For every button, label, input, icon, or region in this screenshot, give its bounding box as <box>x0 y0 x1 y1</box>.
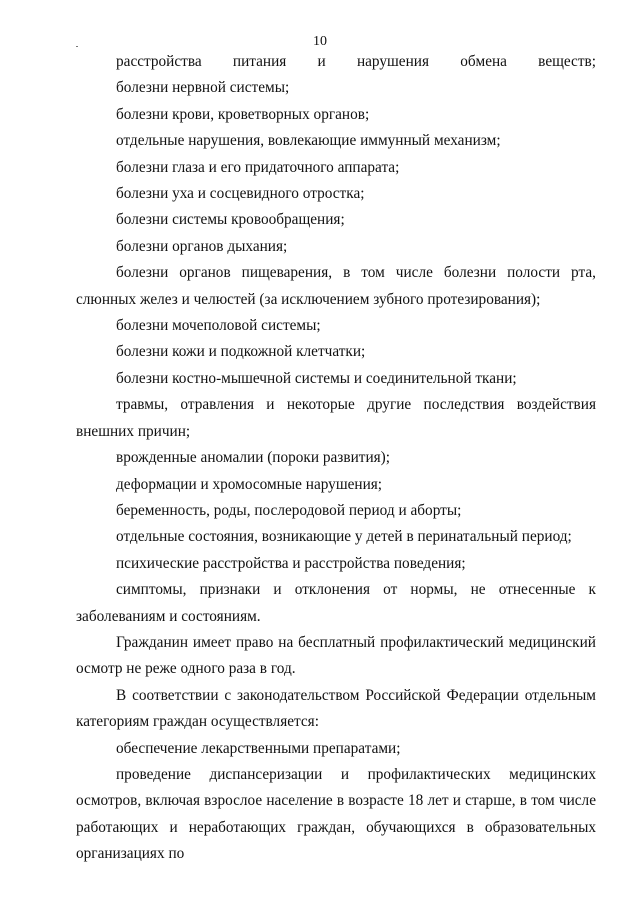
paragraph: симптомы, признаки и отклонения от нормы, не отнесенные к заболеваниям и состояниям. <box>76 581 596 625</box>
scan-speck <box>76 46 78 47</box>
paragraph: болезни крови, кроветворных органов; <box>116 105 370 123</box>
paragraph: Гражданин имеет право на бесплатный профилактический медицинский осмотр не реже одного раза в год. <box>76 633 596 678</box>
page-number: 10 <box>313 34 327 49</box>
paragraph: болезни костно-мышечной системы и соединительной ткани; <box>116 369 517 387</box>
paragraph: болезни мочеполовой системы; <box>116 317 321 335</box>
paragraph: проведение диспансеризации и профилактических медицинских осмотров, включая взрослое население в возрасте 18 лет и старше, в том числе работающих и неработающих граждан, обучающихся в образовательных организациях по <box>76 765 596 863</box>
paragraph: беременность, роды, послеродовой период и аборты; <box>116 501 462 519</box>
paragraph: отдельные состояния, возникающие у детей в перинатальный период; <box>116 528 572 546</box>
paragraph: болезни системы кровообращения; <box>116 211 345 229</box>
paragraph: деформации и хромосомные нарушения; <box>116 475 383 493</box>
paragraph: болезни уха и сосцевидного отростка; <box>116 185 365 203</box>
paragraph: болезни кожи и подкожной клетчатки; <box>116 343 366 361</box>
paragraph: травмы, отравления и некоторые другие последствия воздействия внешних причин; <box>76 396 596 440</box>
paragraph: болезни органов пищеварения, в том числе болезни полости рта, слюнных желез и челюстей (за исключением зубного протезирования); <box>76 264 596 308</box>
paragraph: психические расстройства и расстройства поведения; <box>116 554 466 572</box>
paragraph: болезни органов дыхания; <box>116 237 288 255</box>
paragraph: отдельные нарушения, вовлекающие иммунный механизм; <box>116 132 501 150</box>
paragraph: болезни нервной системы; <box>116 79 290 97</box>
paragraph: болезни глаза и его придаточного аппарата; <box>116 158 400 176</box>
paragraph: обеспечение лекарственными препаратами; <box>116 739 401 757</box>
paragraph: В соответствии с законодательством Российской Федерации отдельным категориям граждан осуществляется: <box>76 686 596 731</box>
document-body <box>76 49 596 868</box>
paragraph: врожденные аномалии (пороки развития); <box>116 449 391 467</box>
paragraph: расстройства питания и нарушения обмена веществ; <box>116 53 596 70</box>
